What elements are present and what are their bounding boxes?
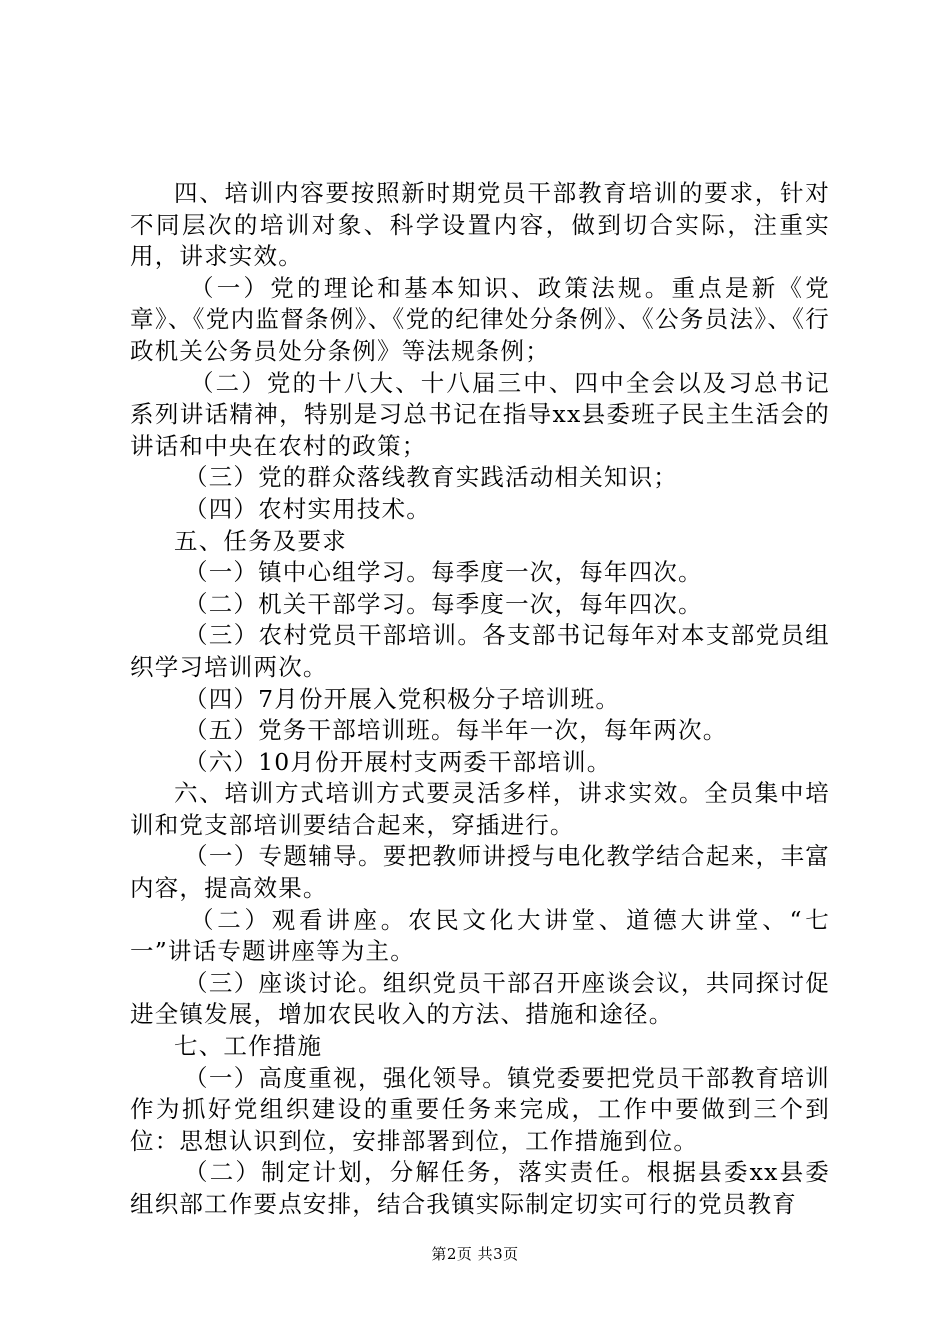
paragraph: （一）镇中心组学习。每季度一次，每年四次。 (184, 558, 703, 587)
paragraph: （三）党的群众落线教育实践活动相关知识； (184, 463, 678, 492)
paragraph: （二）机关干部学习。每季度一次，每年四次。 (184, 589, 703, 618)
paragraph: （四）7月份开展入党积极分子培训班。 (184, 684, 621, 713)
paragraph: （三）农村党员干部培训。各支部书记每年对本支部党员组织学习培训两次。 (130, 621, 830, 681)
paragraph: （二）党的十八大、十八届三中、四中全会以及习总书记系列讲话精神，特别是习总书记在指导xx县委班子民主生活会的讲话和中央在农村的政策； (130, 368, 830, 460)
document-body (130, 178, 830, 1221)
paragraph: （一）党的理论和基本知识、政策法规。重点是新《党章》、《党内监督条例》、《党的纪律处分条例》、《公务员法》、《行政机关公务员处分条例》等法规条例； (130, 273, 830, 365)
paragraph: （一）专题辅导。要把教师讲授与电化教学结合起来，丰富内容，提高效果。 (130, 842, 830, 903)
paragraph: （四）农村实用技术。 (184, 494, 431, 523)
paragraph: （二）观看讲座。农民文化大讲堂、道德大讲堂、“七一”讲话专题讲座等为主。 (130, 905, 830, 966)
paragraph: 六、培训方式培训方式要灵活多样，讲求实效。全员集中培训和党支部培训要结合起来，穿插进行。 (130, 779, 830, 839)
page-footer: 第2页 共3页 (431, 1245, 519, 1263)
paragraph: 四、培训内容要按照新时期党员干部教育培训的要求，针对不同层次的培训对象、科学设置内容，做到切合实际，注重实用，讲求实效。 (130, 179, 830, 271)
paragraph: 五、任务及要求 (174, 526, 347, 555)
paragraph: （二）制定计划，分解任务，落实责任。根据县委xx县委组织部工作要点安排，结合我镇实际制定切实可行的党员教育 (130, 1158, 830, 1218)
paragraph: （一）高度重视，强化领导。镇党委要把党员干部教育培训作为抓好党组织建设的重要任务来完成，工作中要做到三个到位：思想认识到位，安排部署到位，工作措施到位。 (130, 1063, 830, 1155)
paragraph: （六）10月份开展村支两委干部培训。 (184, 747, 612, 776)
paragraph: 七、工作措施 (174, 1032, 323, 1061)
paragraph: （三）座谈讨论。组织党员干部召开座谈会议，共同探讨促进全镇发展，增加农民收入的方法、措施和途径。 (130, 968, 830, 1029)
paragraph: （五）党务干部培训班。每半年一次，每年两次。 (184, 716, 728, 745)
